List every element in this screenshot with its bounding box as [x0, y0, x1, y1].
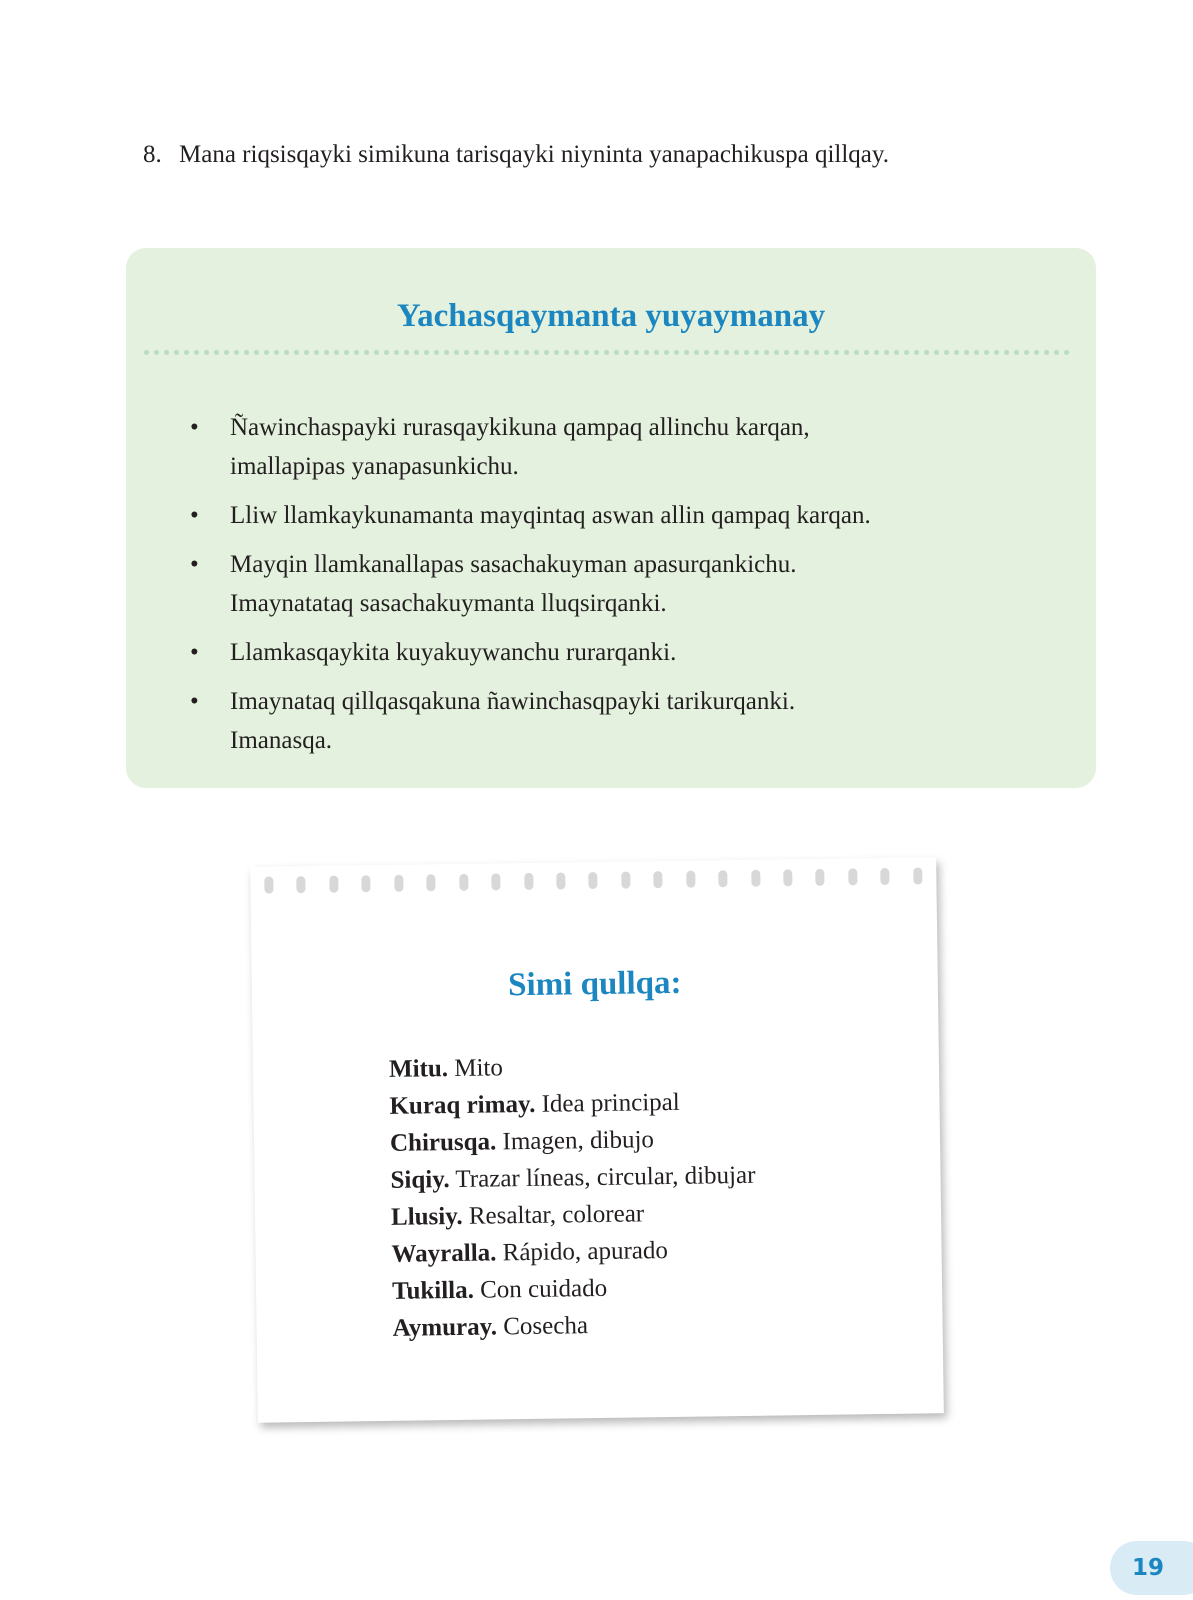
glossary-entry [391, 1194, 756, 1236]
bullet-icon: • [190, 639, 199, 666]
glossary-meaning: Imagen, dibujo [502, 1126, 655, 1156]
hole-icon [264, 876, 273, 893]
hole-icon [686, 871, 695, 888]
dotted-divider [144, 350, 1070, 355]
glossary-entry [390, 1157, 755, 1199]
glossary-entry [389, 1046, 754, 1088]
glossary-term: Wayralla. [391, 1239, 497, 1268]
hole-icon [426, 874, 435, 891]
glossary-meaning: Trazar líneas, circular, dibujar [455, 1161, 756, 1193]
page-number: 19 [1132, 1555, 1165, 1581]
reflection-item-line: Lliw llamkaykunamanta mayqintaq aswan allin qampaq karqan. [230, 502, 871, 529]
hole-icon [913, 867, 922, 884]
hole-icon [718, 870, 727, 887]
reflection-box [126, 248, 1096, 788]
glossary-meaning: Resaltar, colorear [468, 1200, 645, 1230]
glossary-entry [392, 1268, 757, 1310]
question-text: Mana riqsisqayki simikuna tarisqayki niyninta yanapachikuspa qillqay. [179, 141, 890, 168]
bullet-icon: • [190, 551, 199, 578]
reflection-item-line: Mayqin llamkanallapas sasachakuyman apasurqankichu. [230, 551, 797, 578]
glossary-entry [389, 1083, 754, 1125]
page-number-tab [1110, 1541, 1193, 1595]
glossary-entry [392, 1305, 757, 1347]
hole-icon [394, 875, 403, 892]
glossary-term: Tukilla. [391, 1276, 475, 1305]
hole-icon [654, 871, 663, 888]
reflection-item-line: Ñawinchaspayki rurasqaykikuna qampaq allinchu karqan, [230, 414, 810, 441]
reflection-item-line: Llamkasqaykita kuyakuywanchu rurarqanki. [230, 639, 677, 666]
glossary-notepad [250, 857, 944, 1423]
hole-icon [621, 872, 630, 889]
glossary-term: Siqiy. [390, 1166, 450, 1194]
hole-icon [459, 874, 468, 891]
spiral-holes [264, 863, 922, 900]
hole-icon [783, 869, 792, 886]
bullet-icon: • [190, 688, 199, 715]
glossary-term: Mitu. [388, 1055, 449, 1083]
hole-icon [816, 869, 825, 886]
reflection-item [190, 408, 1050, 486]
glossary-term: Chirusqa. [389, 1128, 497, 1157]
reflection-item-line: imallapipas yanapasunkichu. [230, 453, 519, 480]
bullet-icon: • [190, 414, 199, 441]
hole-icon [848, 868, 857, 885]
hole-icon [297, 876, 306, 893]
glossary-term: Kuraq rimay. [389, 1090, 536, 1120]
hole-icon [556, 872, 565, 889]
glossary-meaning: Mito [454, 1054, 504, 1082]
glossary-entry [390, 1120, 755, 1162]
reflection-item-line: Imaynataq qillqasqakuna ñawinchasqpayki tarikurqanki. [230, 688, 796, 715]
glossary-term: Llusiy. [390, 1202, 463, 1231]
hole-icon [362, 875, 371, 892]
reflection-list [190, 408, 1050, 770]
hole-icon [524, 873, 533, 890]
hole-icon [491, 873, 500, 890]
reflection-item [190, 496, 1050, 535]
hole-icon [881, 868, 890, 885]
glossary-meaning: Idea principal [541, 1088, 680, 1118]
hole-icon [329, 876, 338, 893]
hole-icon [589, 872, 598, 889]
reflection-item-line: Imaynatataq sasachakuymanta lluqsirqanki. [230, 590, 667, 617]
reflection-item [190, 633, 1050, 672]
bullet-icon: • [190, 502, 199, 529]
glossary-meaning: Cosecha [503, 1312, 589, 1341]
glossary-meaning: Rápido, apurado [502, 1237, 669, 1267]
reflection-item [190, 682, 1050, 760]
reflection-item-line: Imanasqa. [230, 727, 333, 754]
glossary-meaning: Con cuidado [479, 1274, 608, 1304]
reflection-title: Yachasqaymanta yuyaymanay [396, 298, 826, 334]
glossary-title: Simi qullqa: [507, 964, 682, 1004]
question-8 [143, 138, 889, 172]
reflection-item [190, 545, 1050, 623]
glossary-term: Aymuray. [392, 1313, 498, 1342]
glossary-list [389, 1046, 758, 1347]
hole-icon [751, 870, 760, 887]
question-number: 8. [143, 141, 162, 168]
glossary-entry [391, 1231, 756, 1273]
